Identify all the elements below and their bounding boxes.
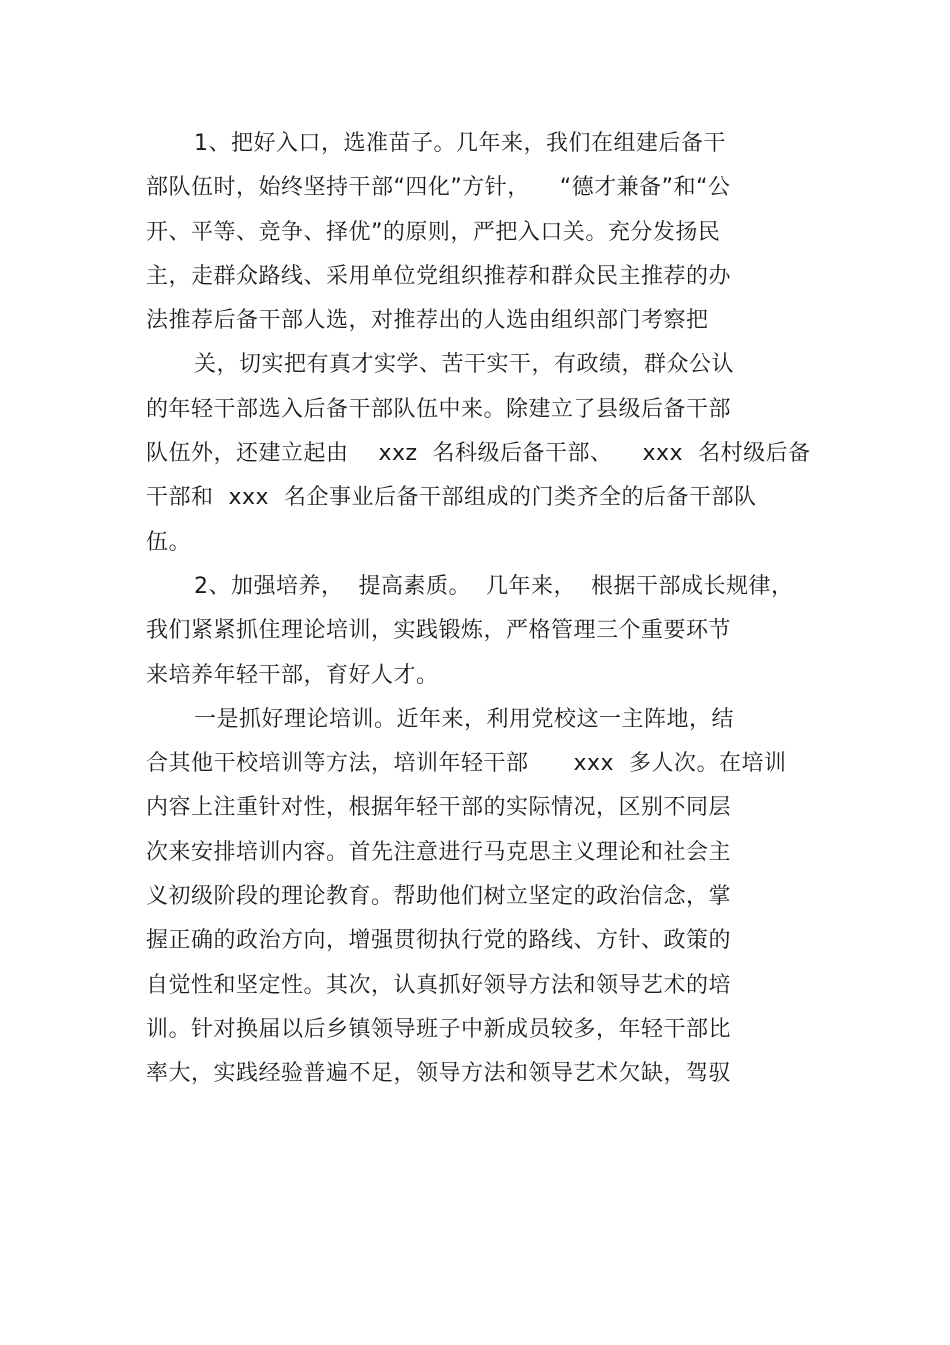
text-line: 1、把好入口，选准苗子。几年来，我们在组建后备干 — [194, 131, 726, 156]
text-line: 次来安排培训内容。首先注意进行马克思主义理论和社会主 — [146, 839, 732, 865]
text-line: 法推荐后备干部人选，对推荐出的人选由组织部门考察把 — [146, 308, 709, 334]
text-line: 主，走群众路线、采用单位党组织推荐和群众民主推荐的办 — [146, 263, 732, 289]
text-line: 部队伍时，始终坚持干部“四化”方针， “德才兼备”和“公 — [146, 175, 731, 201]
text-line: 来培养年轻干部，育好人才。 — [146, 662, 439, 688]
text-line: 合其他干校培训等方法，培训年轻干部 xxx 多人次。在培训 — [146, 751, 787, 777]
text-line: 开、平等、竞争、择优”的原则，严把入口关。充分发扬民 — [146, 219, 721, 245]
text-line: 2、加强培养， 提高素质。 几年来， 根据干部成长规律， — [194, 573, 794, 599]
text-line: 我们紧紧抓住理论培训，实践锻炼，严格管理三个重要环节 — [146, 618, 732, 644]
text-line: 内容上注重针对性，根据年轻干部的实际情况，区别不同层 — [146, 795, 732, 821]
text-line: 的年轻干部选入后备干部队伍中来。除建立了县级后备干部 — [146, 396, 732, 422]
text-line: 握正确的政治方向，增强贯彻执行党的路线、方针、政策的 — [146, 928, 732, 954]
document-body — [146, 122, 846, 1097]
text-line: 伍。 — [146, 529, 192, 555]
text-line: 训。针对换届以后乡镇领导班子中新成员较多，年轻干部比 — [146, 1016, 732, 1042]
text-line: 自觉性和坚定性。其次，认真抓好领导方法和领导艺术的培 — [146, 972, 732, 998]
text-line: 干部和 xxx 名企事业后备干部组成的门类齐全的后备干部队 — [146, 485, 757, 511]
text-line: 一是抓好理论培训。近年来，利用党校这一主阵地，结 — [194, 706, 735, 732]
text-line: 率大，实践经验普遍不足，领导方法和领导艺术欠缺，驾驭 — [146, 1061, 732, 1087]
text-line: 义初级阶段的理论教育。帮助他们树立坚定的政治信念，掌 — [146, 884, 732, 910]
text-line: 队伍外，还建立起由 xxz 名科级后备干部、 xxx 名村级后备 — [146, 441, 811, 467]
text-line: 关，切实把有真才实学、苦干实干，有政绩，群众公认 — [194, 352, 735, 378]
